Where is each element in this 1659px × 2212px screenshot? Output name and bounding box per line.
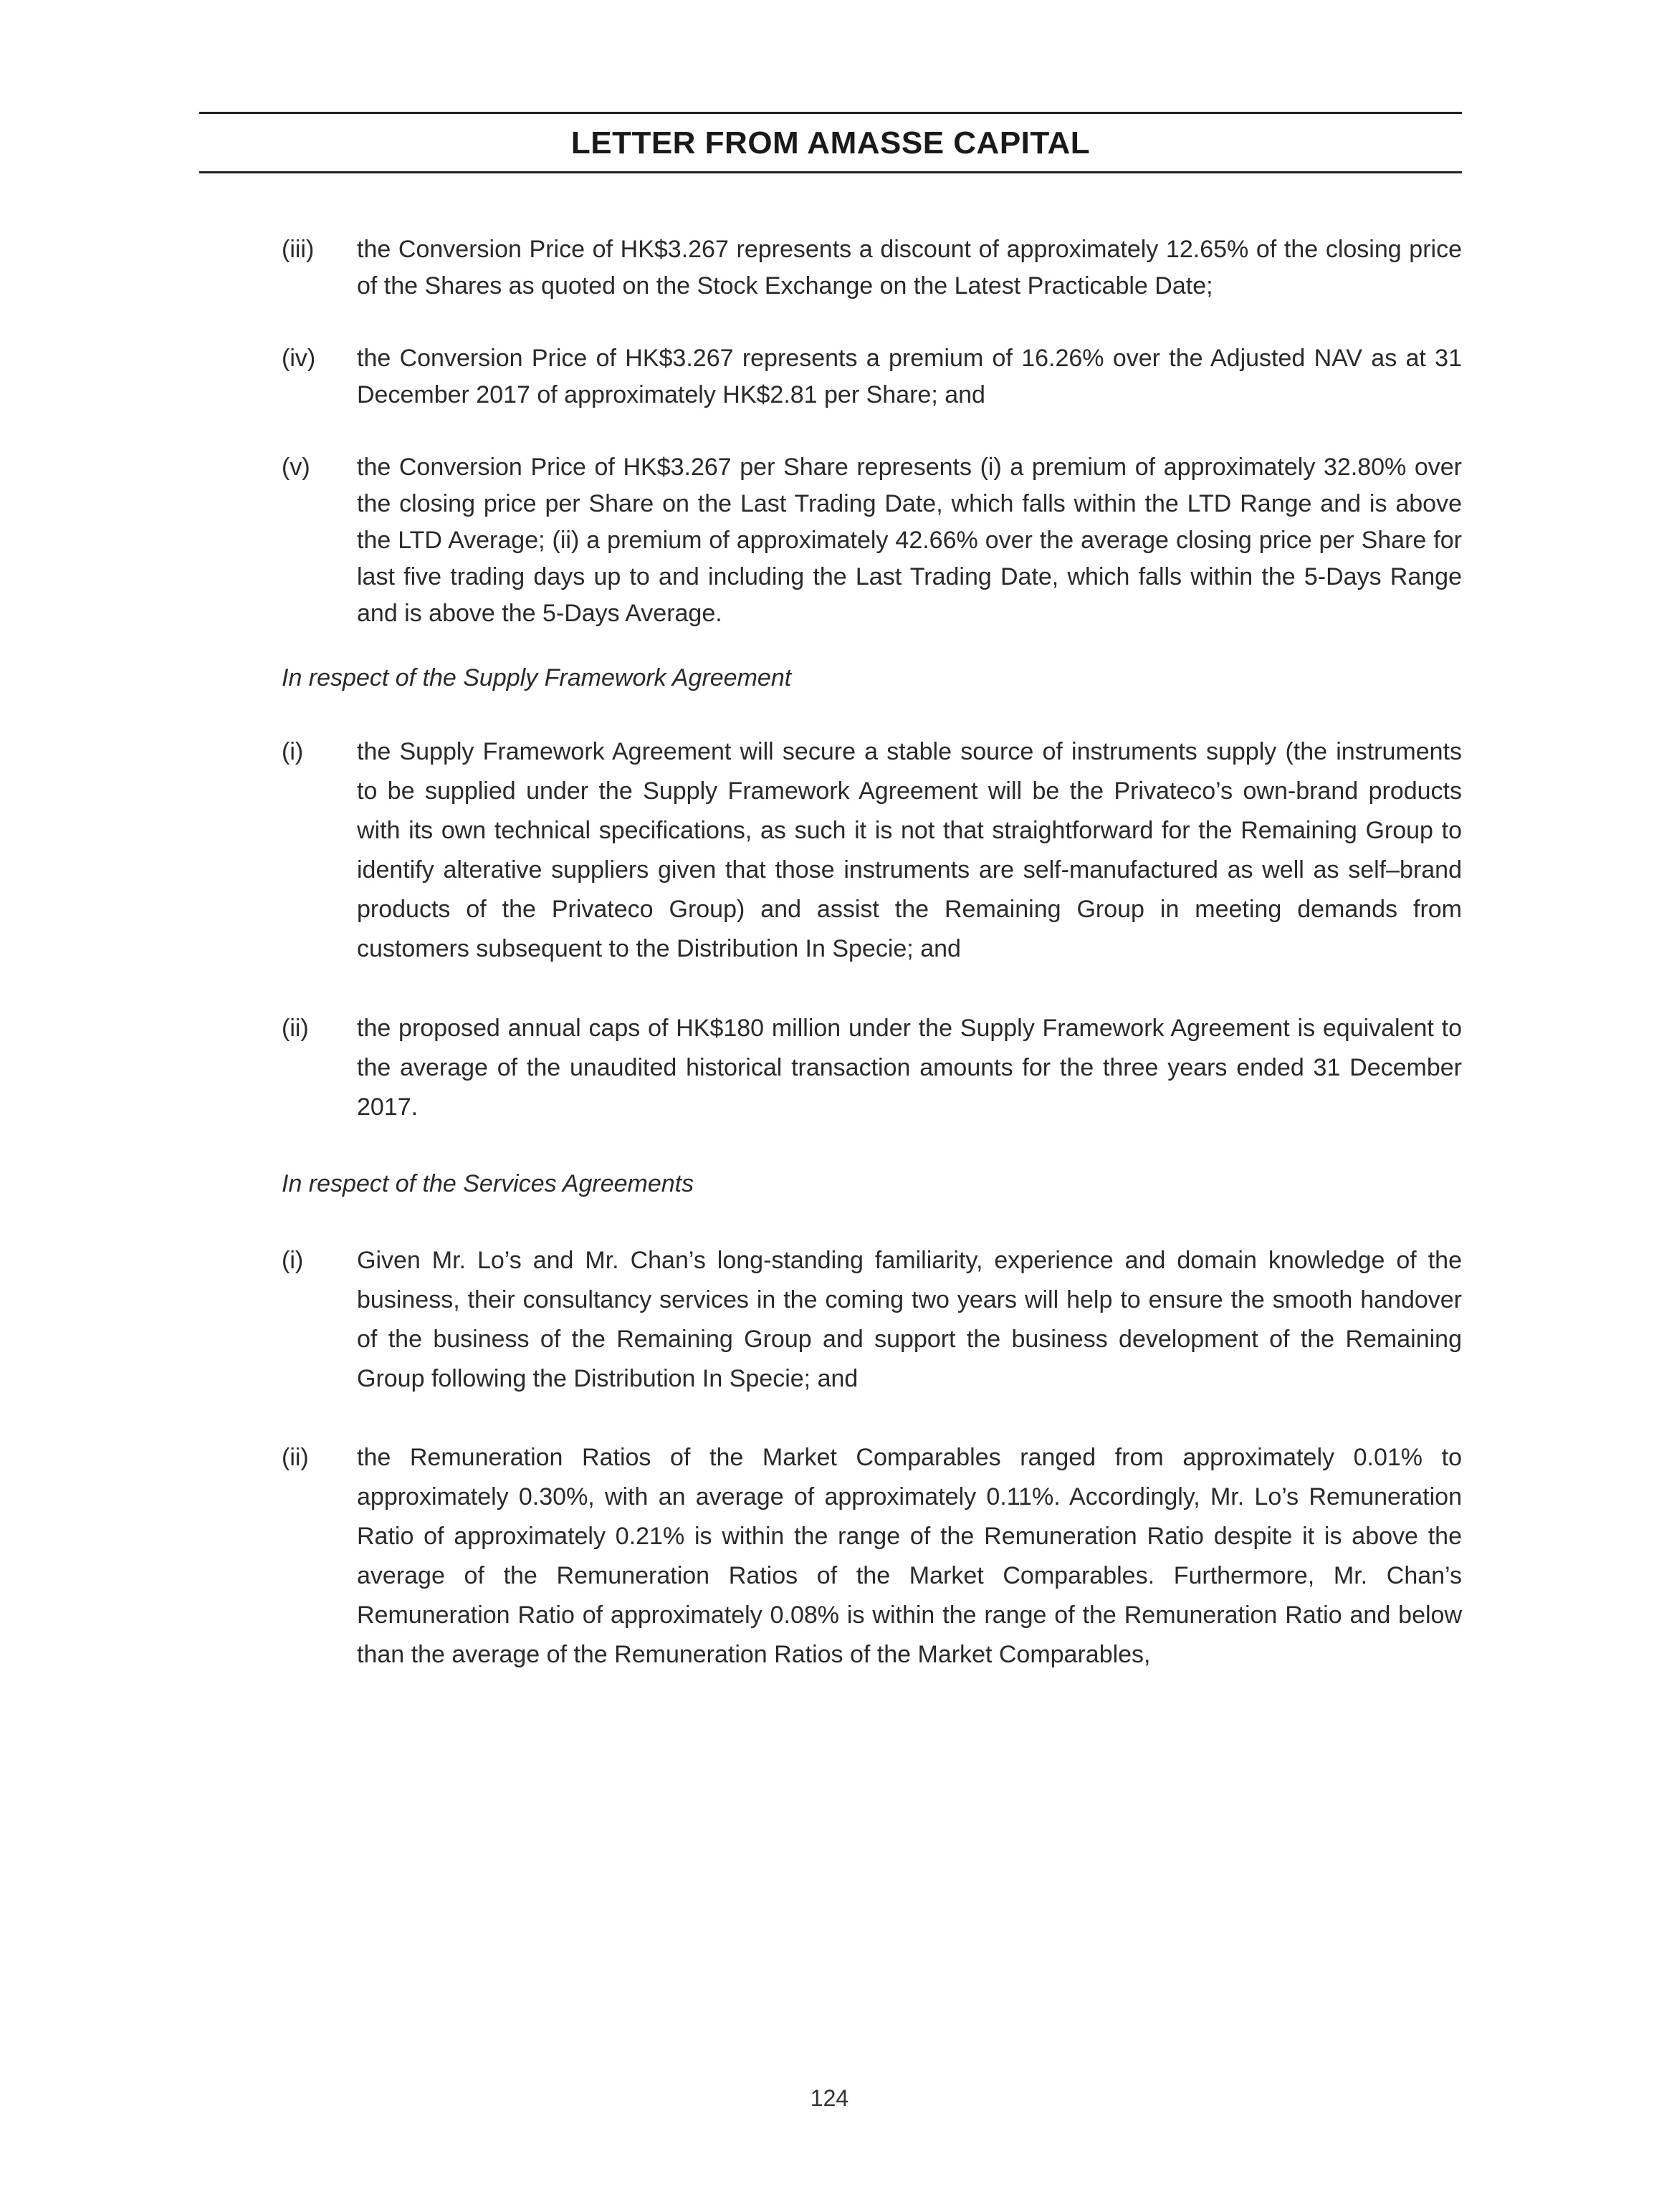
list-item bbox=[282, 1438, 1462, 1675]
section-heading-services: In respect of the Services Agreements bbox=[282, 1170, 694, 1197]
page-number: 124 bbox=[810, 2085, 849, 2111]
list-item bbox=[282, 231, 1462, 305]
letter-body bbox=[282, 231, 1462, 1675]
item-number: (ii) bbox=[282, 1444, 309, 1471]
list-item bbox=[282, 449, 1462, 632]
item-text: the Conversion Price of HK$3.267 per Share represents (i) a premium of approximately 32.80% over the closing price per Share on the Last Trading Date, which falls within the LTD Range and is above the LTD Average; (ii) a premium of approximately 42.66% over the average closing price per Share for last five trading days up to and including the Last Trading Date, which falls within the 5-Days Range and is above the 5-Days Average. bbox=[357, 454, 1462, 627]
list-item bbox=[282, 340, 1462, 413]
item-text: the Conversion Price of HK$3.267 represents a premium of 16.26% over the Adjusted NAV as at 31 December 2017 of approximately HK$2.81 per Share; and bbox=[357, 345, 1462, 408]
item-text: the Conversion Price of HK$3.267 represents a discount of approximately 12.65% of the closing price of the Shares as quoted on the Stock Exchange on the Latest Practicable Date; bbox=[357, 236, 1462, 300]
item-text: the Supply Framework Agreement will secure a stable source of instruments supply (the instruments to be supplied under the Supply Framework Agreement will be the Privateco’s own-brand products with its own technical specifications, as such it is not that straightforward for the Remaining Group to identify alterative suppliers given that those instruments are self-manufactured as well as self–brand products of the Privateco Group) and assist the Remaining Group in meeting demands from customers subsequent to the Distribution In Specie; and bbox=[357, 738, 1462, 962]
list-item bbox=[282, 732, 1462, 969]
item-number: (iv) bbox=[282, 345, 316, 372]
section-heading-supply: In respect of the Supply Framework Agreement bbox=[282, 664, 792, 691]
item-number: (i) bbox=[282, 1247, 304, 1274]
item-number: (iii) bbox=[282, 236, 315, 263]
list-item bbox=[282, 1241, 1462, 1399]
item-text: Given Mr. Lo’s and Mr. Chan’s long-standing familiarity, experience and domain knowledge of the business, their consultancy services in the coming two years will help to ensure the smooth handover of the business of the Remaining Group and support the business development of the Remaining Group following the Distribution In Specie; and bbox=[357, 1247, 1462, 1392]
item-text: the Remuneration Ratios of the Market Comparables ranged from approximately 0.01% to approximately 0.30%, with an average of approximately 0.11%. Accordingly, Mr. Lo’s Remuneration Ratio of approximately 0.21% is within the range of the Remuneration Ratio despite it is above the average of the Remuneration Ratios of the Market Comparables. Furthermore, Mr. Chan’s Remuneration Ratio of approximately 0.08% is within the range of the Remuneration Ratio and below than the average of the Remuneration Ratios of the Market Comparables, bbox=[357, 1444, 1462, 1668]
item-number: (v) bbox=[282, 454, 310, 481]
list-item bbox=[282, 1009, 1462, 1127]
page-header bbox=[199, 112, 1462, 173]
item-text: the proposed annual caps of HK$180 million under the Supply Framework Agreement is equivalent to the average of the unaudited historical transaction amounts for the three years ended 31 December 2017. bbox=[357, 1015, 1462, 1121]
item-number: (i) bbox=[282, 738, 304, 765]
item-number: (ii) bbox=[282, 1015, 309, 1042]
page-title: LETTER FROM AMASSE CAPITAL bbox=[570, 125, 1091, 161]
